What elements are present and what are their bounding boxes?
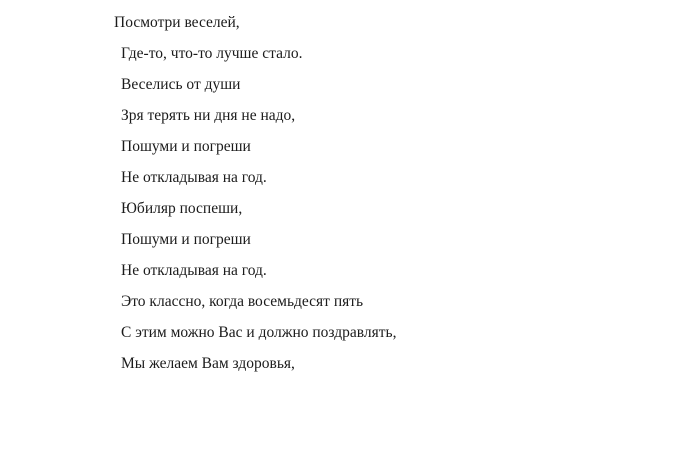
poem-line: Мы желаем Вам здоровья, — [121, 355, 295, 373]
poem-line: Пошуми и погреши — [121, 138, 251, 156]
poem-line: Юбиляр поспеши, — [121, 200, 243, 218]
poem-line: Где-то, что-то лучше стало. — [121, 45, 303, 63]
poem-line: Веселись от души — [121, 76, 241, 94]
poem-line: Не откладывая на год. — [121, 169, 267, 187]
poem-text-block — [0, 8, 700, 380]
poem-line: Не откладывая на год. — [121, 262, 267, 280]
poem-line: С этим можно Вас и должно поздравлять, — [121, 324, 397, 342]
poem-line: Зря терять ни дня не надо, — [121, 107, 296, 125]
poem-line: Посмотри веселей, — [114, 14, 240, 32]
poem-line: Пошуми и погреши — [121, 231, 251, 249]
poem-line: Это классно, когда восемьдесят пять — [121, 293, 364, 311]
